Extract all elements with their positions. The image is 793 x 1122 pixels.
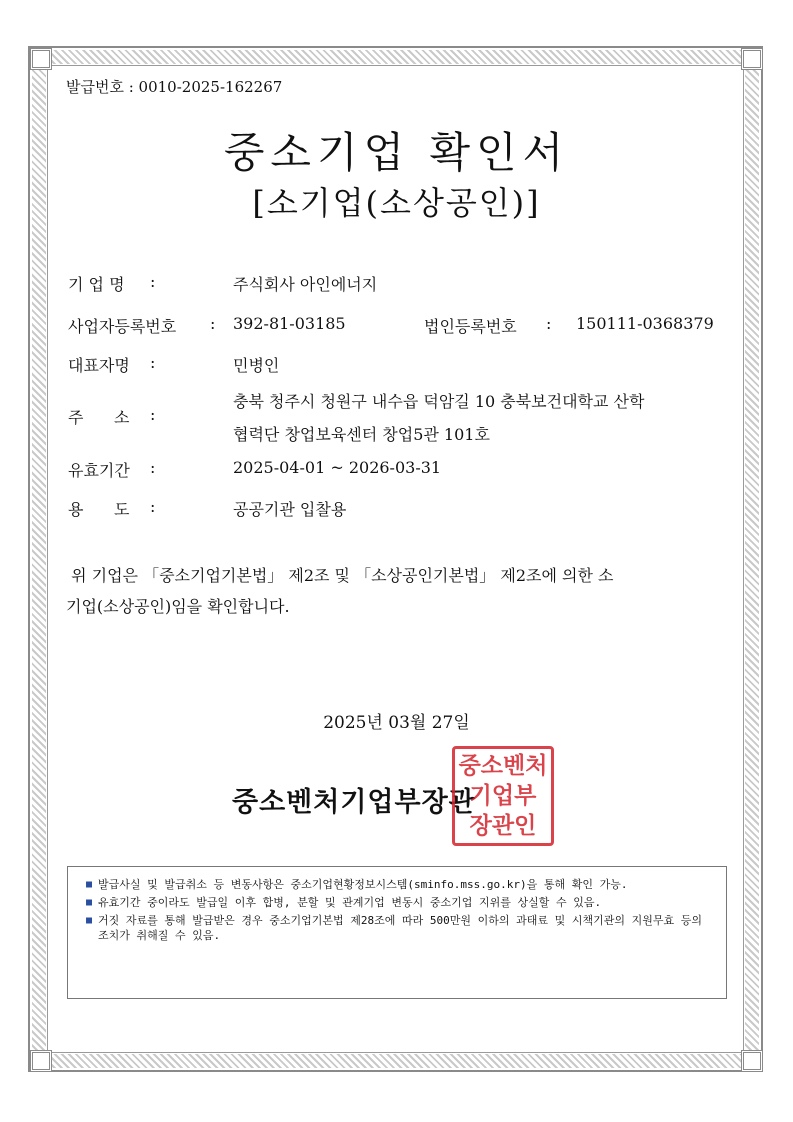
notice-text: 발급사실 및 발급취소 등 변동사항은 중소기업현황정보시스템(sminfo.mss.go.kr)을 통해 확인 가능. bbox=[98, 878, 628, 891]
colon: : bbox=[150, 272, 156, 291]
seal-text-row-2: 기업부 bbox=[469, 783, 537, 809]
address-line-2: 협력단 창업보육센터 창업5관 101호 bbox=[233, 425, 490, 444]
colon: : bbox=[150, 497, 156, 516]
colon: : bbox=[546, 314, 552, 333]
notice-item bbox=[86, 877, 712, 892]
bullet-icon: ■ bbox=[86, 897, 93, 908]
notice-item bbox=[86, 913, 712, 943]
colon: : bbox=[150, 405, 156, 424]
business-registration-value: 392-81-03185 bbox=[233, 314, 346, 333]
document-title: 중소기업 확인서 bbox=[223, 128, 570, 177]
corner-ornament-icon bbox=[30, 48, 52, 70]
statement-line-2: 기업(소상공인)임을 확인합니다. bbox=[66, 597, 290, 616]
seal-text-row-1: 중소벤처 bbox=[458, 753, 548, 779]
corporate-registration-label: 법인등록번호 bbox=[424, 317, 517, 336]
representative-value: 민병인 bbox=[233, 356, 280, 375]
address-line-1: 충북 청주시 청원구 내수읍 덕암길 10 충북보건대학교 산학 bbox=[233, 392, 645, 411]
colon: : bbox=[210, 314, 216, 333]
representative-label: 대표자명 bbox=[68, 356, 130, 375]
corner-ornament-icon bbox=[741, 48, 763, 70]
notice-box bbox=[67, 866, 727, 999]
notice-text: 거짓 자료를 통해 발급받은 경우 중소기업기본법 제28조에 따라 500만원 이하의 과태료 및 시책기관의 지원무효 등의 조치가 취해질 수 있음. bbox=[98, 914, 702, 942]
issue-date: 2025년 03월 27일 bbox=[323, 713, 470, 733]
validity-value: 2025-04-01 ~ 2026-03-31 bbox=[233, 458, 442, 477]
statement-line-1: 위 기업은 「중소기업기본법」 제2조 및 「소상공인기본법」 제2조에 의한 소 bbox=[66, 566, 614, 585]
bullet-icon: ■ bbox=[86, 915, 93, 926]
corner-ornament-icon bbox=[741, 1050, 763, 1072]
issue-number: 발급번호 : 0010-2025-162267 bbox=[66, 78, 283, 96]
bullet-icon: ■ bbox=[86, 879, 93, 890]
seal-text-row-3: 장관인 bbox=[469, 813, 537, 839]
company-name-label: 기 업 명 bbox=[68, 275, 125, 294]
purpose-label: 용 도 bbox=[68, 500, 130, 519]
confirmation-statement bbox=[66, 560, 730, 622]
company-name-value: 주식회사 아인에너지 bbox=[233, 275, 378, 294]
colon: : bbox=[150, 458, 156, 477]
corporate-registration-value: 150111-0368379 bbox=[576, 314, 714, 333]
business-registration-label: 사업자등록번호 bbox=[68, 317, 177, 336]
notice-item bbox=[86, 895, 712, 910]
official-seal-stamp bbox=[452, 746, 554, 846]
corner-ornament-icon bbox=[30, 1050, 52, 1072]
notice-text: 유효기간 중이라도 발급일 이후 합병, 분할 및 관계기업 변동시 중소기업 지위를 상실할 수 있음. bbox=[98, 896, 602, 909]
address-label: 주 소 bbox=[68, 408, 130, 427]
document-subtitle: [소기업(소상공인)] bbox=[252, 184, 541, 222]
validity-label: 유효기간 bbox=[68, 461, 130, 480]
issuer-name: 중소벤처기업부장관 bbox=[232, 787, 476, 818]
purpose-value: 공공기관 입찰용 bbox=[233, 500, 347, 519]
colon: : bbox=[150, 353, 156, 372]
